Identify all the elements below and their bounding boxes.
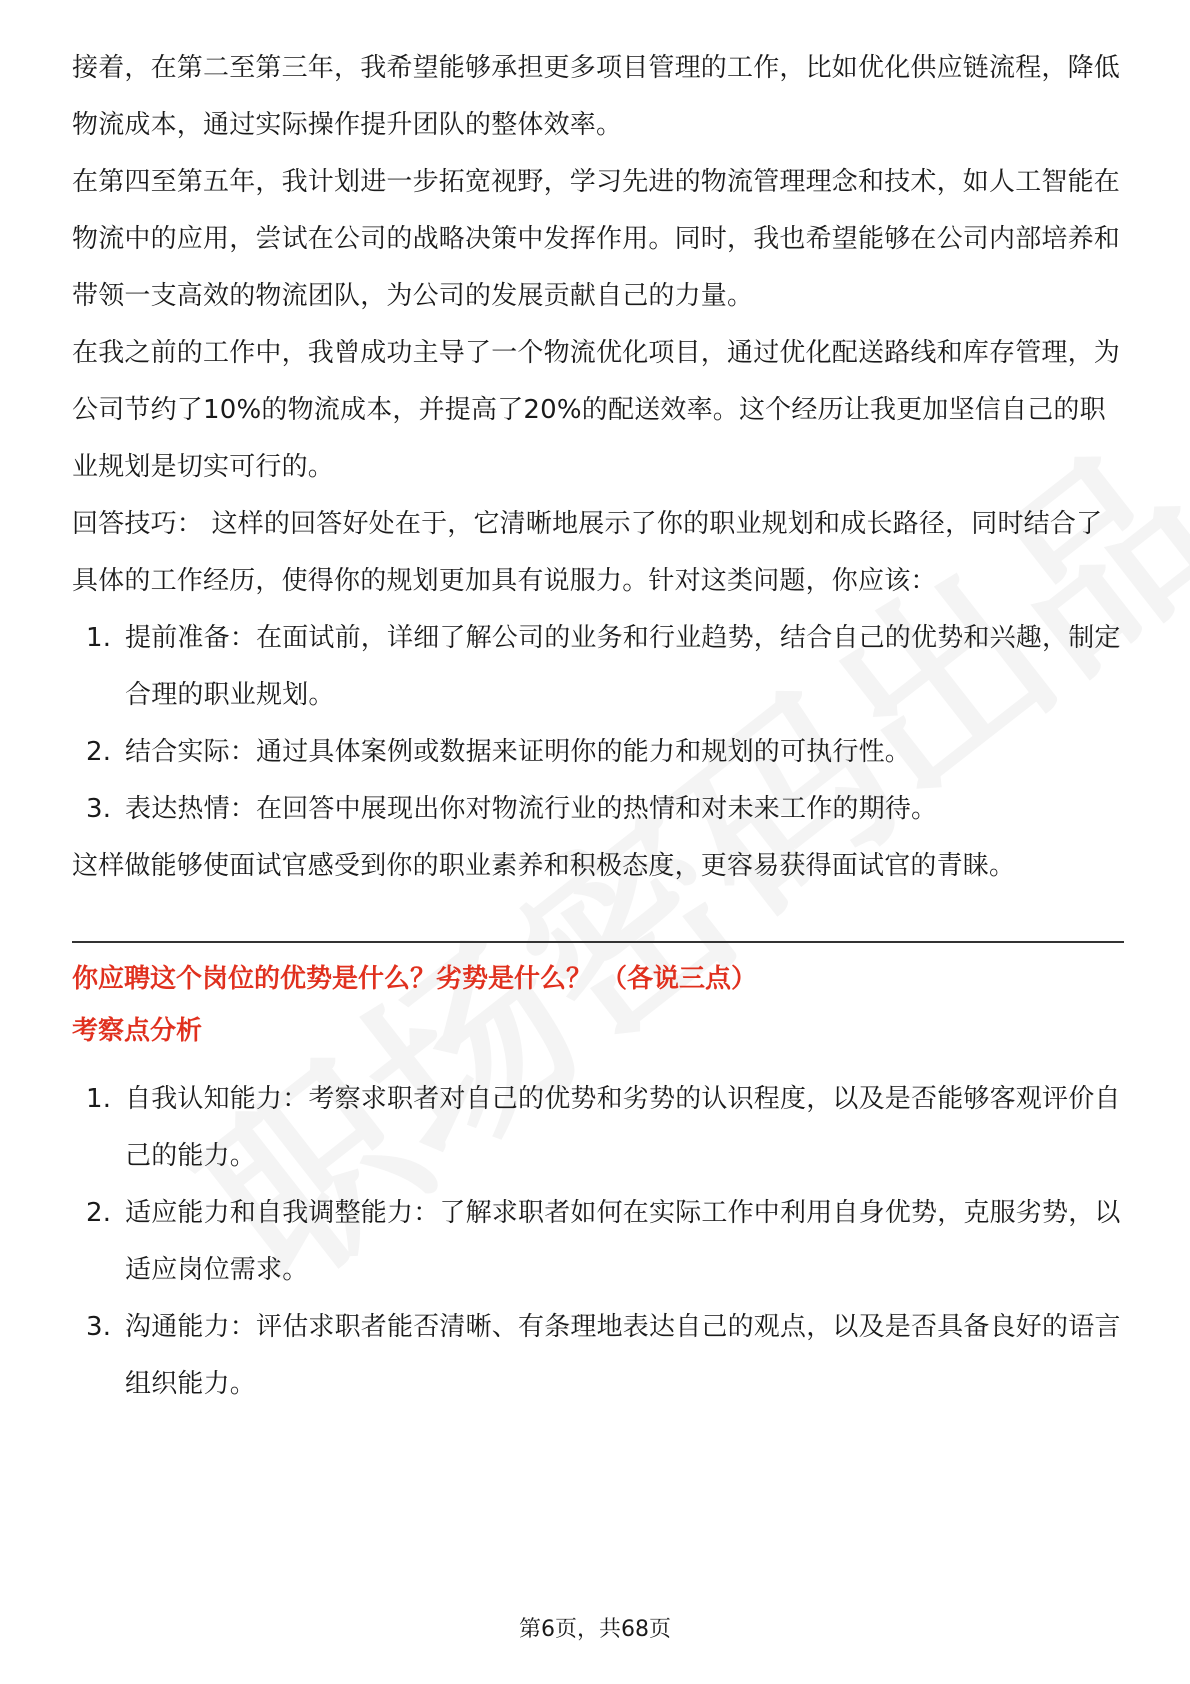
question-title: 你应聘这个岗位的优势是什么？劣势是什么？ （各说三点） (72, 964, 758, 994)
paragraph-answer-tips: 回答技巧： 这样的回答好处在于，它清晰地展示了你的职业规划和成长路径，同时结合了具体的工作经历，使得你的规划更加具有说服力。针对这类问题，你应该： (72, 509, 1103, 596)
paragraph-past-experience: 在我之前的工作中，我曾成功主导了一个物流优化项目，通过优化配送路线和库存管理，为公司节约了10%的物流成本，并提高了20%的配送效率。这个经历让我更加坚信自己的职业规划是切实可行的。 (72, 338, 1121, 482)
tips-list (72, 610, 1124, 838)
list-item (72, 1071, 1124, 1185)
list-number: 2. (86, 1198, 112, 1228)
list-number: 2. (86, 737, 112, 767)
list-number: 1. (86, 623, 112, 653)
paragraph-career-plan-years-2-3: 接着，在第二至第三年，我希望能够承担更多项目管理的工作，比如优化供应链流程，降低物流成本，通过实际操作提升团队的整体效率。 (72, 53, 1121, 140)
list-number: 3. (86, 1312, 112, 1342)
list-item (72, 1299, 1124, 1413)
list-number: 1. (86, 1084, 112, 1114)
list-item-text: 表达热情：在回答中展现出你对物流行业的热情和对未来工作的期待。 (125, 794, 938, 824)
list-item-text: 结合实际：通过具体案例或数据来证明你的能力和规划的可执行性。 (125, 737, 912, 767)
paragraph-career-plan-years-4-5: 在第四至第五年，我计划进一步拓宽视野，学习先进的物流管理理念和技术，如人工智能在物流中的应用，尝试在公司的战略决策中发挥作用。同时，我也希望能够在公司内部培养和带领一支高效的物流团队，为公司的发展贡献自己的力量。 (72, 167, 1121, 311)
list-item (72, 724, 1124, 781)
list-item-text: 沟通能力：评估求职者能否清晰、有条理地表达自己的观点，以及是否具备良好的语言组织能力。 (125, 1312, 1121, 1399)
section-divider (72, 941, 1124, 943)
list-item-text: 提前准备：在面试前，详细了解公司的业务和行业趋势，结合自己的优势和兴趣，制定合理的职业规划。 (125, 623, 1121, 710)
list-item (72, 610, 1124, 724)
list-item-text: 适应能力和自我调整能力：了解求职者如何在实际工作中利用自身优势，克服劣势，以适应岗位需求。 (125, 1198, 1121, 1285)
page-number-footer: 第6页，共68页 (519, 1617, 671, 1642)
analysis-list (72, 1071, 1124, 1413)
list-item-text: 自我认知能力：考察求职者对自己的优势和劣势的认识程度，以及是否能够客观评价自己的能力。 (125, 1084, 1121, 1171)
document-body (72, 40, 1124, 1413)
paragraph-conclusion: 这样做能够使面试官感受到你的职业素养和积极态度，更容易获得面试官的青睐。 (72, 851, 1016, 881)
list-item (72, 781, 1124, 838)
analysis-heading: 考察点分析 (72, 1016, 203, 1046)
list-number: 3. (86, 794, 112, 824)
list-item (72, 1185, 1124, 1299)
